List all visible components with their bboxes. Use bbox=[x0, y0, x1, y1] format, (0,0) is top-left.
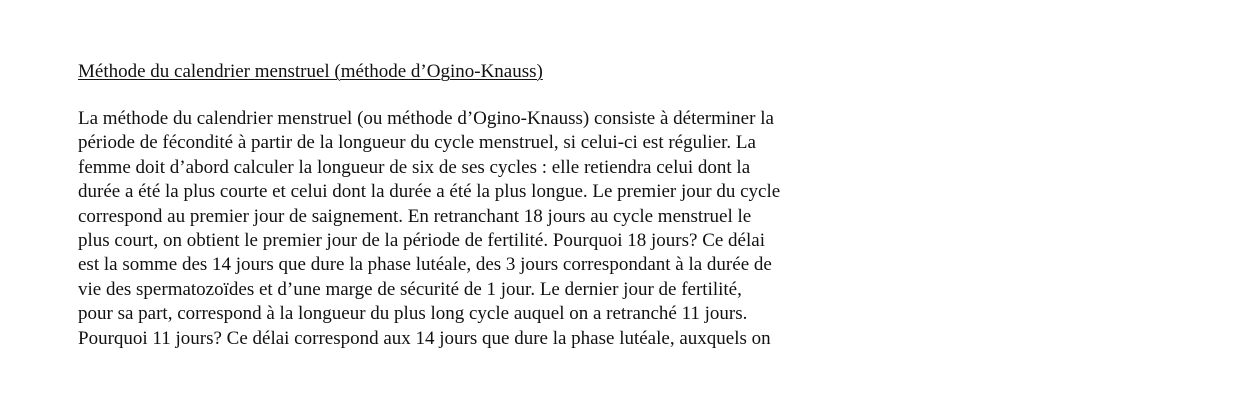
paragraph-line: correspond au premier jour de saignement. En retranchant 18 jours au cycle menstruel le bbox=[78, 205, 752, 227]
paragraph-line: pour sa part, correspond à la longueur du plus long cycle auquel on a retranché 11 jours. bbox=[78, 303, 748, 325]
paragraph-line: est la somme des 14 jours que dure la phase lutéale, des 3 jours correspondant à la durée de bbox=[78, 254, 772, 276]
paragraph-line: femme doit d’abord calculer la longueur de six de ses cycles : elle retiendra celui dont la bbox=[78, 156, 751, 178]
paragraph-line: vie des spermatozoïdes et d’une marge de sécurité de 1 jour. Le dernier jour de fertilité, bbox=[78, 278, 742, 300]
paragraph-line: période de fécondité à partir de la longueur du cycle menstruel, si celui-ci est régulier. La bbox=[78, 132, 756, 154]
document-title: Méthode du calendrier menstruel (méthode d’Ogino-Knauss) bbox=[78, 61, 543, 82]
paragraph-line: Pourquoi 11 jours? Ce délai correspond aux 14 jours que dure la phase lutéale, auxquels on bbox=[78, 327, 771, 349]
paragraph-line: plus court, on obtient le premier jour de la période de fertilité. Pourquoi 18 jours? Ce délai bbox=[78, 230, 765, 252]
body-paragraph bbox=[78, 107, 780, 351]
paragraph-line: durée a été la plus courte et celui dont la durée a été la plus longue. Le premier jour du cycle bbox=[78, 181, 781, 203]
paragraph-line: La méthode du calendrier menstruel (ou méthode d’Ogino-Knauss) consiste à déterminer la bbox=[78, 108, 774, 129]
